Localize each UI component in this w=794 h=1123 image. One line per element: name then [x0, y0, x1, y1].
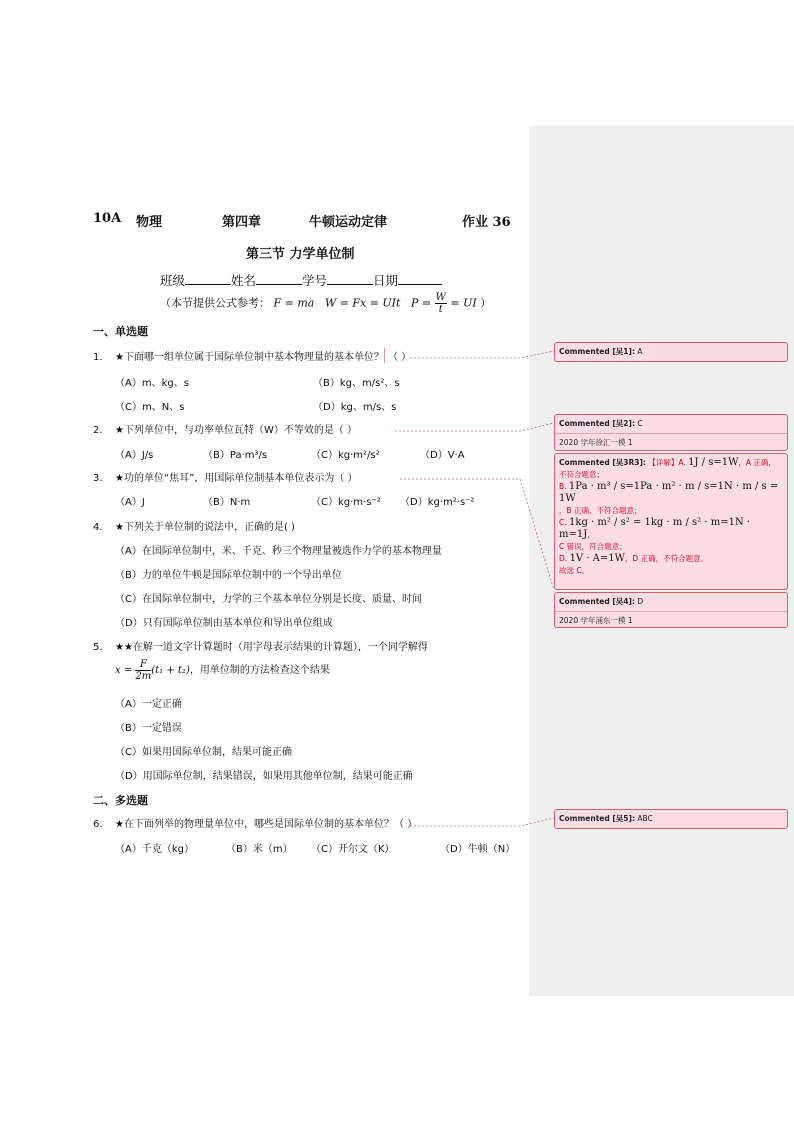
comment-label-c: C.: [559, 518, 567, 527]
connector-2: [395, 423, 554, 431]
formula-suffix: ）: [480, 296, 492, 310]
q3-option-b[interactable]: （B）N·m: [203, 497, 251, 508]
comment-text-d: ，D 正确，不符合题意。: [624, 554, 709, 563]
question-text: ★★在解一道文字计算题时（用字母表示结果的计算题），一个同学解得: [115, 642, 428, 653]
q4-option-c[interactable]: （C）在国际单位制中，力学的三个基本单位分别是长度、质量、时间: [115, 594, 422, 605]
comment-body: C: [637, 419, 643, 428]
formula-f3-den: t: [438, 304, 443, 315]
header-chapter: 第四章: [222, 215, 262, 230]
comment-3[interactable]: [554, 453, 788, 590]
comment-5[interactable]: [554, 809, 788, 829]
answer-paren[interactable]: （ ）: [384, 348, 411, 363]
eq-tail: ，用单位制的方法检查这个结果: [189, 665, 330, 676]
question-text: ★下列关于单位制的说法中，正确的是( ): [115, 522, 295, 533]
q2-option-c[interactable]: （C）kg·m²/s²: [311, 450, 380, 461]
formula-f3-num: W: [435, 292, 446, 303]
question-number: 5.: [93, 642, 103, 653]
comment-tag: 【详解】A.: [648, 458, 686, 467]
q5-option-a[interactable]: （A）一定正确: [115, 699, 182, 710]
question-text: ★下列单位中，与功率单位瓦特（W）不等效的是: [115, 425, 334, 436]
connector-5: [410, 818, 554, 826]
question-number: 4.: [93, 522, 103, 533]
formula-f2: W = Fx = UIt: [324, 296, 401, 310]
comment-title: Commented [吴3R3]:: [559, 458, 646, 467]
section-subtitle: 第三节 力学单位制: [246, 247, 355, 262]
comment-title: Commented [吴4]:: [559, 597, 635, 606]
comment-math-b: 1Pa · m³ / s=1Pa · m² · m / s=1N · m / s = 1W: [559, 481, 779, 504]
comment-4[interactable]: [554, 592, 788, 628]
eq-left: x =: [115, 665, 133, 676]
comment-label-d: D.: [559, 554, 568, 563]
question-text: ★功的单位“焦耳”，用国际单位制基本单位表示为: [115, 473, 335, 484]
connector-1: [410, 351, 554, 358]
q4-option-d[interactable]: （D）只有国际单位制由基本单位和导出单位组成: [115, 618, 333, 629]
q4-option-b[interactable]: （B）力的单位牛顿是国际单位制中的一个导出单位: [115, 570, 342, 581]
class-label: 班级: [160, 273, 186, 288]
comment-2[interactable]: [554, 414, 788, 451]
q1-option-d[interactable]: （D）kg、m/s、s: [313, 402, 397, 413]
question-text: ★在下面列举的物理量单位中，哪些是国际单位制的基本单位？: [115, 819, 394, 830]
comment-title: Commented [吴2]:: [559, 419, 635, 428]
formula-f3-right: = UI: [450, 296, 477, 310]
section-multi-choice: 二、多选题: [93, 794, 148, 807]
q6-option-a[interactable]: （A）千克（kg）: [115, 844, 194, 855]
comment-source: 2020 学年浦东一模 1: [559, 616, 633, 625]
comment-text-c2: C 错误，符合题意；: [559, 542, 627, 551]
q6-option-d[interactable]: （D）牛顿（N）: [440, 844, 516, 855]
comment-conclusion: 故选 C。: [559, 566, 590, 575]
header-homework: 作业 36: [462, 215, 511, 230]
comment-separator: [555, 433, 787, 434]
q1-option-b[interactable]: （B）kg、m/s²、s: [313, 378, 400, 389]
question-text: ★下面哪一组单位属于国际单位制中基本物理量的基本单位？: [115, 352, 384, 363]
formula-f1: F = ma: [273, 296, 315, 310]
connector-3: [400, 479, 554, 590]
comment-1[interactable]: [554, 342, 788, 362]
section-single-choice: 一、单选题: [93, 325, 148, 338]
eq-den: 2m: [135, 671, 152, 682]
comment-math-d: 1V · A=1W: [569, 553, 625, 564]
q5-option-d[interactable]: （D）用国际单位制，结果错误，如果用其他单位制，结果可能正确: [115, 771, 413, 782]
q1-option-a[interactable]: （A）m、kg、s: [115, 378, 189, 389]
q3-option-c[interactable]: （C）kg·m·s⁻²: [311, 497, 381, 508]
q5-option-c[interactable]: （C）如果用国际单位制，结果可能正确: [115, 747, 292, 758]
comment-body: D: [637, 597, 644, 606]
question-number: 3.: [93, 473, 103, 484]
q2-option-b[interactable]: （B）Pa·m³/s: [203, 450, 268, 461]
q6-option-b[interactable]: （B）米（m）: [226, 844, 293, 855]
answer-paren[interactable]: （ ）: [333, 425, 358, 436]
formula-f3-left: P =: [410, 296, 432, 310]
comment-source: 2020 学年徐汇一模 1: [559, 438, 633, 447]
comment-title: Commented [吴1]:: [559, 347, 635, 356]
comment-separator: [555, 611, 787, 612]
eq-num: F: [135, 659, 151, 671]
answer-paren[interactable]: （ ）: [334, 473, 358, 484]
eq-right: (t₁ + t₂): [151, 665, 190, 676]
comment-math-c: 1kg · m² / s² = 1kg · m / s² · m=1N · m=1J: [559, 517, 751, 540]
comment-text-c: ，: [587, 530, 595, 539]
number-label: 学号: [302, 273, 328, 288]
q3-option-d[interactable]: （D）kg·m²·s⁻²: [400, 497, 475, 508]
answer-paren[interactable]: （ ）: [393, 819, 418, 830]
header-grade: 10A: [93, 211, 122, 226]
q2-option-d[interactable]: （D）V·A: [420, 450, 465, 461]
q3-option-a[interactable]: （A）J: [115, 497, 145, 508]
comment-body: A: [637, 347, 643, 356]
comment-text-b: ，B 正确，不符合题意；: [559, 506, 642, 515]
formula-prefix: （本节提供公式参考：: [160, 296, 270, 310]
comment-body: ABC: [637, 814, 653, 823]
comment-title: Commented [吴5]:: [559, 814, 635, 823]
name-label: 姓名: [231, 273, 257, 288]
q6-option-c[interactable]: （C）开尔文（K）: [311, 844, 395, 855]
comment-text-a: ，A 正确，不符合题意；: [559, 458, 776, 479]
header-subject: 物理: [136, 215, 163, 230]
question-number: 2.: [93, 425, 103, 436]
question-number: 6.: [93, 819, 103, 830]
q4-option-a[interactable]: （A）在国际单位制中，米、千克、秒三个物理量被选作力学的基本物理量: [115, 546, 442, 557]
q2-option-a[interactable]: （A）J/s: [115, 450, 154, 461]
question-number: 1.: [93, 352, 103, 363]
date-label: 日期: [373, 273, 399, 288]
comment-label-b: B.: [559, 482, 567, 491]
comment-math-a: 1J / s=1W: [688, 457, 739, 468]
q5-option-b[interactable]: （B）一定错误: [115, 723, 182, 734]
q1-option-c[interactable]: （C）m、N、s: [115, 402, 185, 413]
header-chapter-title: 牛顿运动定律: [309, 215, 388, 230]
